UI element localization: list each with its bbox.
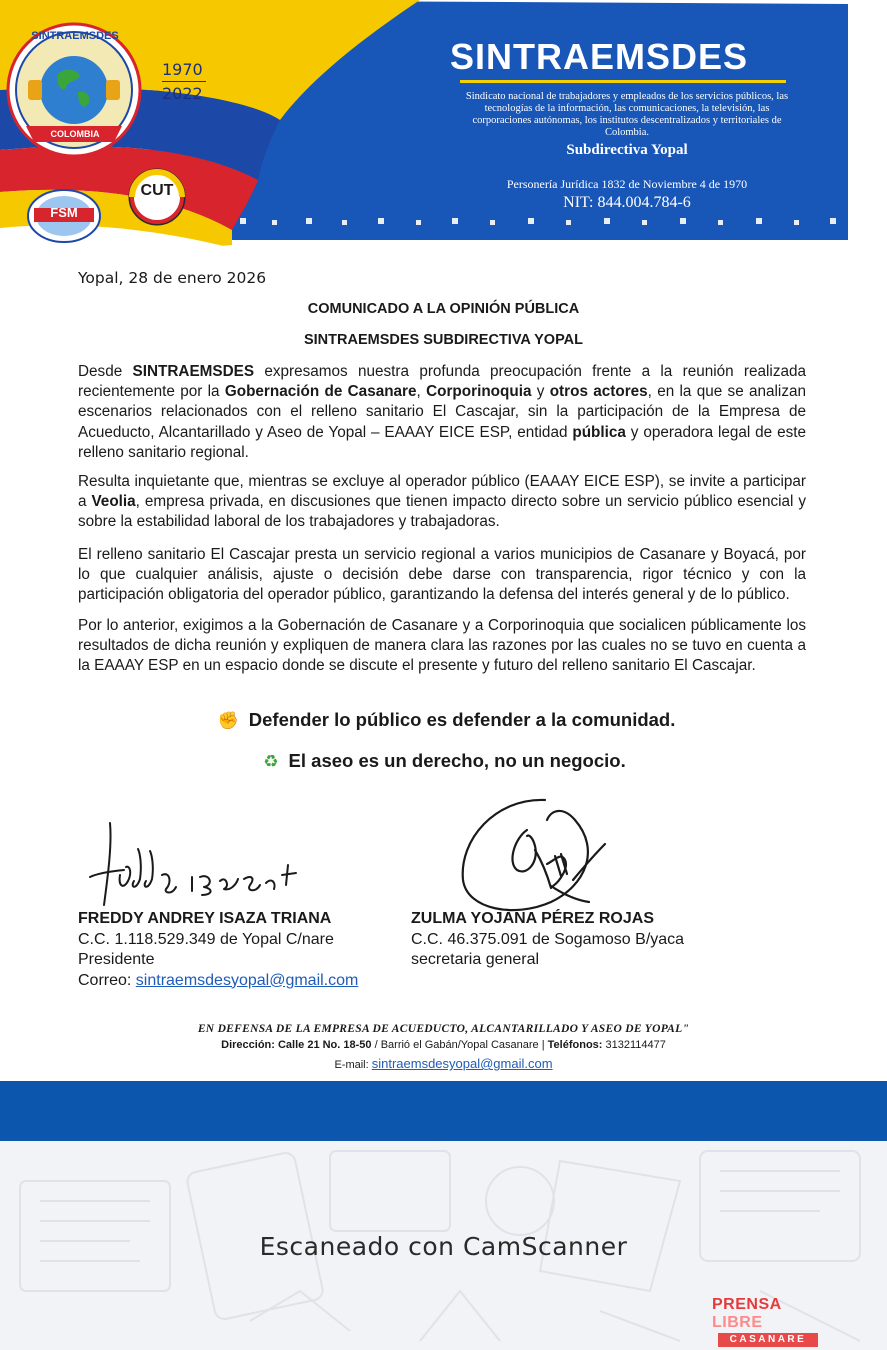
slogan-2 bbox=[0, 750, 887, 772]
communique-subheading: SINTRAEMSDES SUBDIRECTIVA YOPAL bbox=[303, 332, 584, 348]
signer-right-role: secretaria general bbox=[411, 951, 540, 968]
signature-right bbox=[455, 790, 625, 920]
union-identity bbox=[440, 36, 840, 212]
union-description: Sindicato nacional de trabajadores y empleados de los servicios públicos, las tecnologías de la información, las comunicaciones, la televisión, las corporaciones autónomas, los institutos descentralizados y territoriales de Colombia. bbox=[465, 91, 789, 138]
year-divider bbox=[162, 81, 206, 82]
emblem-bottom-text: COLOMBIA bbox=[50, 129, 100, 139]
signer-left-role: Presidente bbox=[78, 951, 155, 968]
anniversary-years bbox=[162, 60, 206, 103]
slogan-2-text: El aseo es un derecho, no un negocio. bbox=[288, 750, 626, 771]
year-start: 1970 bbox=[162, 60, 203, 79]
paragraph-3: El relleno sanitario El Cascajar presta un servicio regional a varios municipios de Casanare y Boyacá, por lo que cualquier análisis, ajuste o decisión debe darse con transparencia, rigor técnico y con la participación obligatoria del operador público, garantizando la defensa del interés general y de lo público. bbox=[78, 546, 806, 604]
union-title: SINTRAEMSDES bbox=[450, 36, 749, 77]
letterhead bbox=[0, 0, 887, 265]
footer-email-link[interactable]: sintraemsdesyopal@gmail.com bbox=[371, 1056, 553, 1071]
watermark-bottom: CASANARE bbox=[718, 1333, 818, 1347]
paragraph-2: Resulta inquietante que, mientras se excluye al operador público (EAAAY EICE ESP), se invite a participar a Veolia, empresa privada, en discusiones que tienen impacto directo sobre un servicio público esencial y sobre la estabilidad laboral de los trabajadores y trabajadoras. bbox=[78, 473, 806, 531]
paragraph-1: Desde SINTRAEMSDES expresamos nuestra profunda preocupación frente a la reunión realizada recientemente por la Gobernación de Casanare, Corporinoquia y otros actores, en la que se analizan escenarios relacionados con el relleno sanitario El Cascajar, sin la participación de la Empresa de Acueducto, Alcantarillado y Aseo de Yopal – EAAAY EICE ESP, entidad pública y operadora legal de este relleno sanitario regional. bbox=[78, 363, 807, 461]
watermark-top: PRENSA LIBRE bbox=[712, 1296, 782, 1331]
emblem-top-text: SINTRAEMSDES bbox=[31, 30, 119, 42]
place-date: Yopal, 28 de enero 2026 bbox=[78, 269, 267, 287]
year-end: 2022 bbox=[162, 84, 203, 103]
signer-right-id: C.C. 46.375.091 de Sogamoso B/yaca bbox=[411, 930, 685, 948]
signer-left bbox=[78, 909, 358, 991]
signer-left-id: C.C. 1.118.529.349 de Yopal C/nare bbox=[78, 930, 334, 948]
scanner-caption: Escaneado con CamScanner bbox=[259, 1232, 628, 1261]
footer-band bbox=[0, 1081, 887, 1141]
footer-email-label: E-mail: bbox=[334, 1059, 372, 1071]
recycle-icon: ♻ bbox=[263, 752, 279, 772]
prensa-libre-watermark bbox=[712, 1296, 828, 1345]
fsm-logo-text: FSM bbox=[50, 205, 78, 220]
signer-right bbox=[411, 909, 684, 971]
nit-number: NIT: 844.004.784-6 bbox=[563, 194, 691, 211]
email-label: Correo: bbox=[78, 971, 136, 989]
title-underline bbox=[460, 80, 786, 83]
footer-address: Dirección: Calle 21 No. 18-50 / Barrió el Gabán/Yopal Casanare | Teléfonos: 3132114477 bbox=[221, 1039, 666, 1051]
signature-left bbox=[80, 815, 310, 915]
footer-email-row bbox=[0, 1056, 887, 1071]
signer-left-name: FREDDY ANDREY ISAZA TRIANA bbox=[78, 910, 332, 927]
slogan-1 bbox=[0, 709, 887, 731]
slogan-1-text: Defender lo público es defender a la comunidad. bbox=[248, 709, 676, 730]
subdirective-name: Subdirectiva Yopal bbox=[566, 142, 688, 158]
signer-right-name: ZULMA YOJANA PÉREZ ROJAS bbox=[411, 910, 654, 927]
footer-motto: EN DEFENSA DE LA EMPRESA DE ACUEDUCTO, ALCANTARILLADO Y ASEO DE YOPAL" bbox=[197, 1023, 690, 1035]
paragraph-4: Por lo anterior, exigimos a la Gobernación de Casanare y a Corporinoquia que socialicen públicamente los resultados de dicha reunión y expliquen de manera clara las razones por las cuales no se tuvo en cuenta a la EAAAY ESP en un espacio donde se discute el presente y futuro del relleno sanitario El Cascajar. bbox=[78, 617, 806, 675]
communique-heading: COMUNICADO A LA OPINIÓN PÚBLICA bbox=[307, 301, 580, 317]
signer-left-email-link[interactable]: sintraemsdesyopal@gmail.com bbox=[135, 971, 359, 989]
cut-logo-text: CUT bbox=[140, 182, 174, 199]
raised-fist-icon: ✊ bbox=[217, 711, 239, 731]
legal-registration: Personería Jurídica 1832 de Noviembre 4 de 1970 bbox=[506, 177, 748, 191]
signer-left-email-row bbox=[78, 971, 358, 992]
